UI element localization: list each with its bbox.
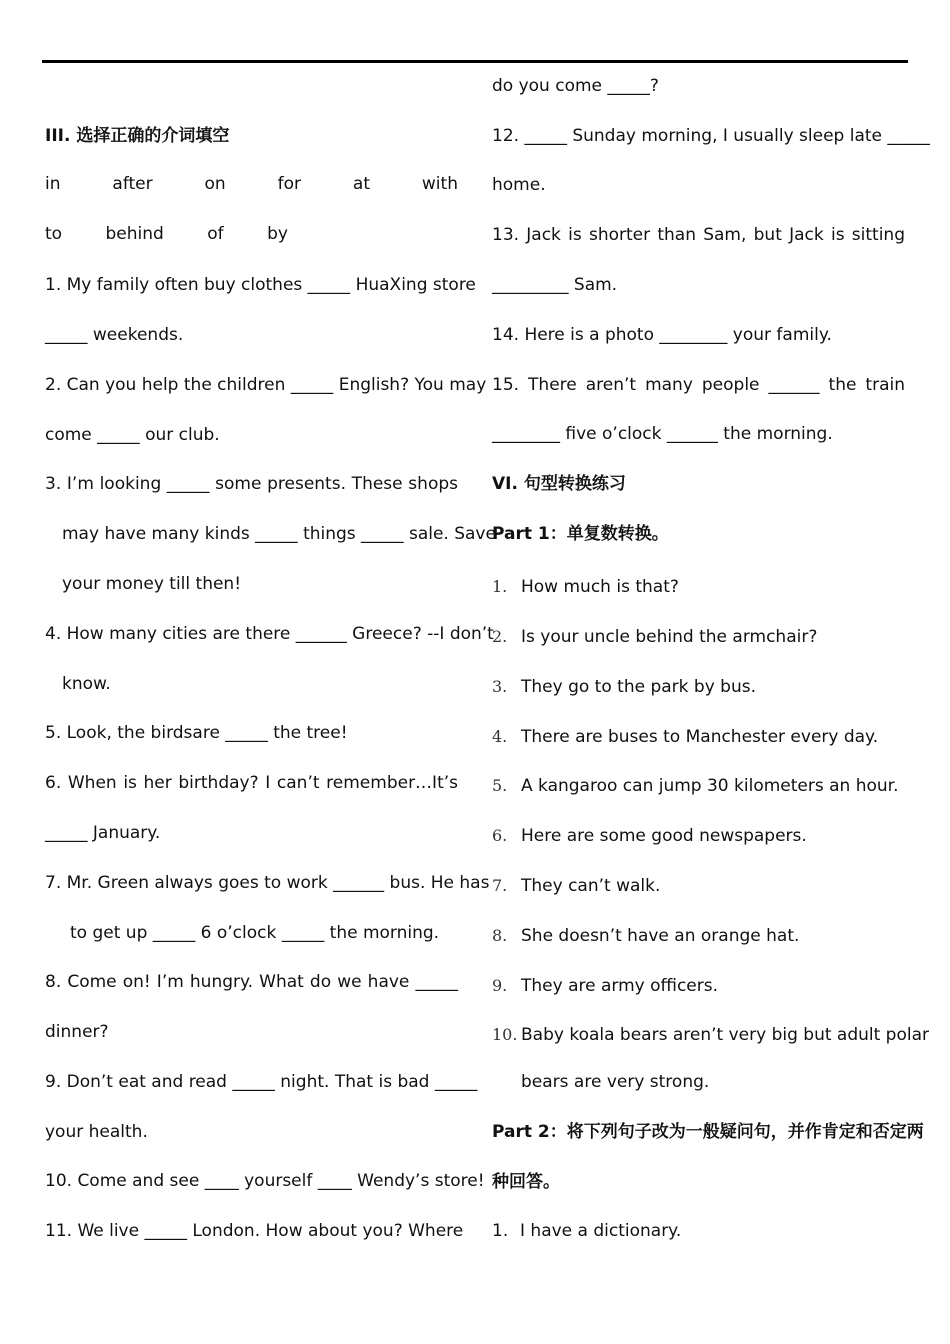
question-6-line-1: 6. When is her birthday? I can’t remember…It’s: [45, 773, 458, 793]
word-bank-word: of: [207, 224, 224, 244]
question-13-line-2: _________ Sam.: [492, 275, 618, 295]
question-5: 5. Look, the birdsare _____ the tree!: [45, 723, 348, 743]
question-7-line-2: to get up _____ 6 o’clock _____ the morning.: [70, 923, 440, 943]
word-bank-word: behind: [105, 224, 164, 244]
list-item-text: bears are very strong.: [521, 1072, 710, 1092]
list-item-number: 1.: [492, 577, 508, 596]
word-bank-row-2: [45, 223, 288, 245]
question-1-line-1: 1. My family often buy clothes _____ HuaXing store: [45, 275, 476, 295]
header-rule: [42, 60, 908, 63]
question-1-line-2: _____ weekends.: [45, 325, 184, 345]
list-item-text: Is your uncle behind the armchair?: [521, 627, 818, 647]
list-item-text: They can’t walk.: [521, 876, 661, 896]
list-item-number: 5.: [492, 776, 508, 795]
list-item-text: They go to the park by bus.: [521, 677, 756, 697]
list-item-number: 6.: [492, 826, 508, 845]
question-4-line-2: know.: [62, 674, 111, 694]
list-item-text: They are army officers.: [521, 976, 719, 996]
list-item-number: 10.: [492, 1025, 518, 1044]
list-item-number: 4.: [492, 727, 508, 746]
word-bank-row-1: [45, 173, 458, 195]
word-bank-word: for: [277, 174, 301, 194]
list-item-text: She doesn’t have an orange hat.: [521, 926, 800, 946]
question-8-line-1: 8. Come on! I’m hungry. What do we have _____: [45, 972, 458, 992]
question-15-line-1: 15. There aren’t many people ______ the train: [492, 375, 905, 395]
list-item-text: A kangaroo can jump 30 kilometers an hour.: [521, 776, 899, 796]
word-bank-word: to: [45, 224, 63, 244]
question-11-line-2: do you come _____?: [492, 76, 659, 96]
list-item-text: There are buses to Manchester every day.: [521, 727, 879, 747]
list-item-text: I have a dictionary.: [520, 1221, 682, 1241]
question-9-line-2: your health.: [45, 1122, 148, 1142]
question-10: 10. Come and see ____ yourself ____ Wendy’s store!: [45, 1171, 485, 1191]
section-title-sentence-transformation: VI. 句型转换练习: [492, 474, 626, 494]
list-item-number: 3.: [492, 677, 508, 696]
question-7-line-1: 7. Mr. Green always goes to work ______ bus. He has: [45, 873, 490, 893]
question-6-line-2: _____ January.: [45, 823, 161, 843]
list-item-text: Baby koala bears aren’t very big but adult polar: [521, 1025, 930, 1045]
list-item-text: Here are some good newspapers.: [521, 826, 807, 846]
word-bank-word: after: [112, 174, 153, 194]
list-item-number: 2.: [492, 627, 508, 646]
question-14: 14. Here is a photo ________ your family.: [492, 325, 832, 345]
word-bank-word: in: [45, 174, 61, 194]
question-3-line-2: may have many kinds _____ things _____ sale. Save: [62, 524, 496, 544]
word-bank-word: at: [352, 174, 370, 194]
list-item-number: 1.: [492, 1221, 509, 1241]
question-11-line-1: 11. We live _____ London. How about you? Where: [45, 1221, 464, 1241]
question-12-line-1: 12. _____ Sunday morning, I usually sleep late _____: [492, 126, 930, 146]
list-item-text: How much is that?: [521, 577, 679, 597]
word-bank-word: by: [267, 224, 288, 244]
question-12-line-2: home.: [492, 175, 546, 195]
part-2-title-line-1: Part 2：将下列句子改为一般疑问句，并作肯定和否定两: [492, 1122, 924, 1142]
list-item-number: 9.: [492, 976, 508, 995]
list-item-number: 8.: [492, 926, 508, 945]
question-13-line-1: 13. Jack is shorter than Sam, but Jack is sitting: [492, 225, 905, 245]
section-title-prepositions: III. 选择正确的介词填空: [45, 126, 230, 146]
list-item-number: 7.: [492, 876, 508, 895]
part-1-title: Part 1：单复数转换。: [492, 524, 669, 544]
question-8-line-2: dinner?: [45, 1022, 109, 1042]
question-3-line-3: your money till then!: [62, 574, 242, 594]
part-2-title-line-2: 种回答。: [492, 1172, 560, 1192]
question-15-line-2: ________ five o’clock ______ the morning.: [492, 424, 833, 444]
question-4-line-1: 4. How many cities are there ______ Greece? --I don’t: [45, 624, 494, 644]
question-3-line-1: 3. I’m looking _____ some presents. These shops: [45, 474, 458, 494]
question-2-line-2: come _____ our club.: [45, 425, 220, 445]
question-2-line-1: 2. Can you help the children _____ English? You may: [45, 375, 487, 395]
question-9-line-1: 9. Don’t eat and read _____ night. That is bad _____: [45, 1072, 478, 1092]
word-bank-word: with: [421, 174, 458, 194]
word-bank-word: on: [204, 174, 226, 194]
